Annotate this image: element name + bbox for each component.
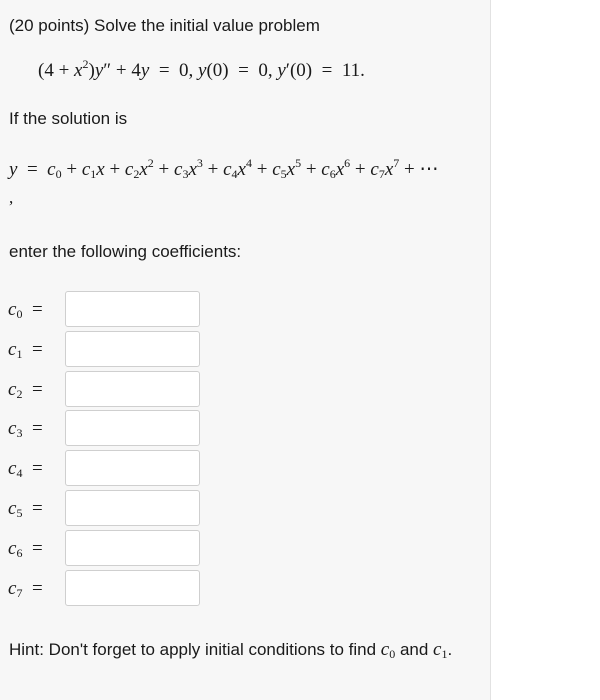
hint-and: and [395,640,434,659]
coefficient-row [8,570,208,608]
coefficient-input-c0[interactable] [65,291,200,327]
ivp-equation: $(4 + x^2)y'' + 4y = 0$, y(0) = 0, y′(0) = 11. [38,57,365,81]
instruction-text: enter the following coefficients: [9,242,242,261]
coefficient-row [8,530,208,568]
coefficient-label: $c_4$ = [8,458,43,480]
coefficient-row [8,371,208,409]
coefficient-input-c1[interactable] [65,331,200,367]
coefficient-label: $c_1$ = [8,339,43,361]
hint-period: . [447,640,453,659]
hint-text [9,636,479,663]
coefficient-row [8,331,208,369]
coefficient-row [8,450,208,488]
coefficient-input-c7[interactable] [65,570,200,606]
coefficient-label: $c_7$ = [8,578,43,600]
coefficient-label: $c_0$ = [8,299,43,321]
coefficient-input-c2[interactable] [65,371,200,407]
coefficient-row [8,490,208,528]
coefficient-label: $c_6$ = [8,538,43,560]
coefficient-input-c5[interactable] [65,490,200,526]
coefficient-input-c6[interactable] [65,530,200,566]
problem-heading: (20 points) Solve the initial value problem [9,16,320,35]
coefficient-label: $c_2$ = [8,379,43,401]
coefficient-label: $c_3$ = [8,418,43,440]
hint-var-c1: $c_1$ [433,639,448,661]
series-trailing-comma: , [9,188,14,207]
solution-intro: If the solution is [9,109,128,128]
coefficient-input-c3[interactable] [65,410,200,446]
coefficient-label: $c_5$ = [8,498,43,520]
coefficient-row [8,291,208,329]
coefficient-row [8,410,208,448]
power-series-equation: $y = c_0 + c_1x + c_2x^2 + c_3x^3 + c_4x^4 + c_5x^5 + c_6x^6 + c_7x^7$ + ⋯ [9,156,439,181]
coefficient-input-c4[interactable] [65,450,200,486]
hint-var-c0: $c_0$ [380,639,396,661]
hint-prefix: Hint: Don't forget to apply initial conditions to find [9,640,381,659]
